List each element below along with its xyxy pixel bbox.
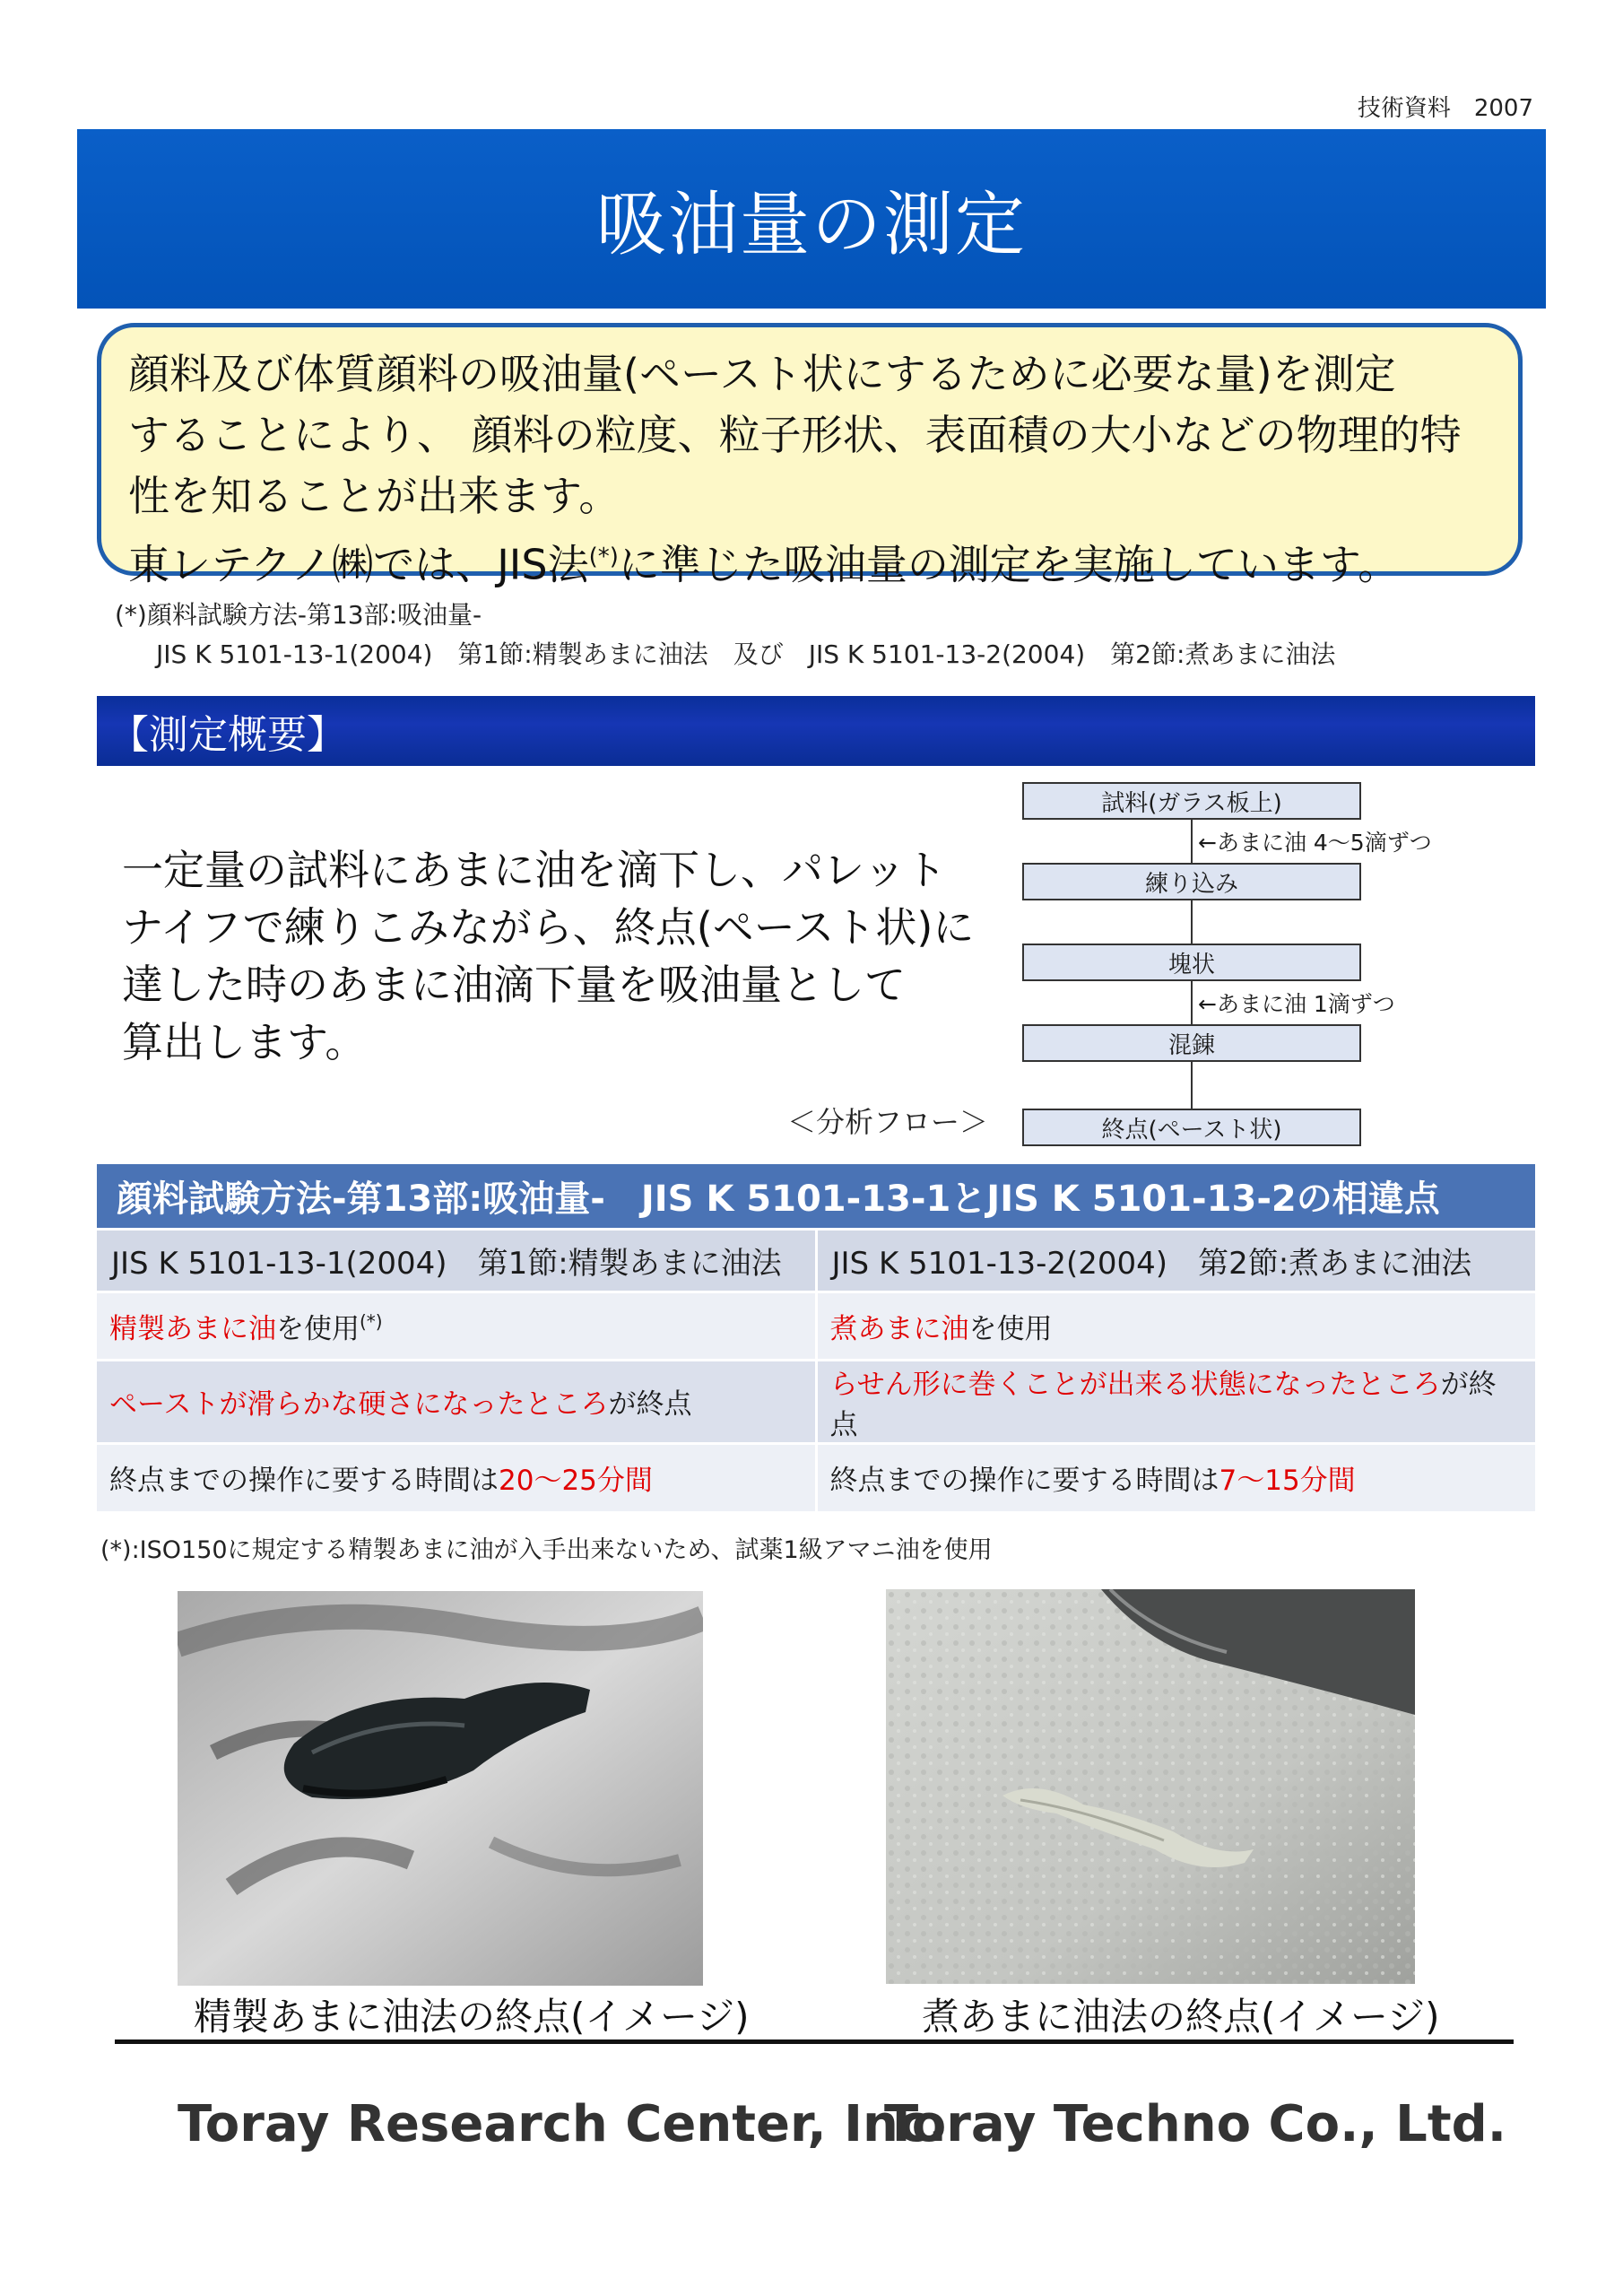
footnote-marker: (*)	[360, 1310, 383, 1333]
flow-step-endpoint: 終点(ペースト状)	[1022, 1109, 1361, 1146]
comparison-title: 顔料試験方法-第13部:吸油量- JIS K 5101-13-1とJIS K 5101-13-2の相違点	[97, 1164, 1535, 1229]
table-row	[97, 1443, 1535, 1511]
highlight-text: 精製あまに油	[109, 1312, 276, 1345]
flow-note-drops-4-5: ←あまに油 4～5滴ずつ	[1198, 830, 1432, 856]
highlight-text: らせん形に巻くことが出来る状態になったところ	[829, 1368, 1441, 1401]
flow-caption: ＜分析フロー＞	[787, 1105, 989, 1139]
table-cell	[816, 1360, 1535, 1443]
standard-footnote-line-2: JIS K 5101-13-1(2004) 第1節:精製あまに油法 及び JIS K 5101-13-2(2004) 第2節:煮あまに油法	[156, 639, 1336, 669]
intro-footnote-marker: (*)	[588, 544, 619, 570]
cell-text: が終点	[829, 1368, 1497, 1441]
highlight-text: 20～25分間	[499, 1465, 653, 1498]
table-row	[97, 1360, 1535, 1443]
intro-box	[97, 323, 1523, 589]
table-cell	[97, 1443, 816, 1511]
section-header	[97, 696, 1535, 766]
standard-footnote	[115, 596, 1335, 674]
comparison-header-method-2: JIS K 5101-13-2(2004) 第2節:煮あまに油法	[816, 1229, 1535, 1292]
intro-line-2: することにより、 顔料の粒度、粒子形状、表面積の大小などの物理的特	[128, 411, 1462, 459]
footer-divider	[115, 2039, 1514, 2044]
refined-linseed-caption: 精製あまに油法の終点(イメージ)	[194, 1995, 750, 2039]
intro-line-4	[128, 526, 1491, 595]
toray-research-center-logo: Toray Research Center, Inc.	[178, 2095, 948, 2153]
summary-line-3: 達した時のあまに油滴下量を吸油量として	[122, 961, 906, 1009]
flow-step-kneading: 練り込み	[1022, 863, 1361, 900]
summary-line-1: 一定量の試料にあまに油を滴下し、パレット	[122, 846, 947, 894]
boiled-linseed-caption: 煮あまに油法の終点(イメージ)	[922, 1995, 1440, 2039]
boiled-linseed-endpoint-photo	[886, 1589, 1415, 1984]
reagent-footnote: (*):ISO150に規定する精製あまに油が入手出来ないため、試薬1級アマニ油を使用	[100, 1536, 993, 1564]
cell-text: 終点までの操作に要する時間は	[109, 1465, 499, 1498]
cell-text: が終点	[608, 1388, 692, 1421]
intro-line-3: 性を知ることが出来ます。	[128, 472, 621, 520]
table-cell	[97, 1292, 816, 1360]
section-title: 【測定概要】	[109, 712, 346, 758]
toray-techno-logo: Toray Techno Co., Ltd.	[884, 2095, 1506, 2153]
comparison-table	[97, 1164, 1535, 1511]
highlight-text: 煮あまに油	[829, 1312, 969, 1345]
summary-line-2: ナイフで練りこみながら、終点(ペースト状)に	[122, 903, 975, 952]
cell-text: を使用	[968, 1312, 1053, 1345]
refined-linseed-endpoint-photo	[178, 1591, 703, 1986]
table-cell	[816, 1443, 1535, 1511]
table-cell	[816, 1292, 1535, 1360]
page-title: 吸油量の測定	[595, 185, 1027, 265]
flow-connector	[1191, 900, 1193, 944]
cell-text: を使用	[276, 1312, 360, 1345]
flow-connector	[1191, 981, 1193, 1024]
intro-line-4-pre: 東レテクノ㈱では、JIS法	[128, 540, 589, 589]
cell-text: 終点までの操作に要する時間は	[829, 1465, 1219, 1498]
comparison-header-method-1: JIS K 5101-13-1(2004) 第1節:精製あまに油法	[97, 1229, 816, 1292]
flow-connector	[1191, 820, 1193, 863]
intro-line-1: 顔料及び体質顔料の吸油量(ペースト状にするために必要な量)を測定	[128, 350, 1396, 398]
highlight-text: 7～15分間	[1219, 1465, 1356, 1498]
measurement-summary	[122, 841, 1001, 1071]
flow-step-sample: 試料(ガラス板上)	[1022, 782, 1361, 820]
document-code: 技術資料 2007	[1357, 95, 1533, 122]
flow-step-mixing: 混錬	[1022, 1024, 1361, 1062]
table-row	[97, 1292, 1535, 1360]
table-cell	[97, 1360, 816, 1443]
summary-line-4: 算出します。	[122, 1018, 367, 1066]
flow-connector	[1191, 1062, 1193, 1109]
standard-footnote-line-1: (*)顔料試験方法-第13部:吸油量-	[115, 600, 482, 630]
title-banner	[77, 129, 1546, 309]
highlight-text: ペーストが滑らかな硬さになったところ	[109, 1388, 609, 1421]
flow-step-lumps: 塊状	[1022, 944, 1361, 981]
flow-note-drops-1: ←あまに油 1滴ずつ	[1198, 991, 1395, 1017]
intro-line-4-post: に準じた吸油量の測定を実施しています。	[618, 540, 1400, 589]
